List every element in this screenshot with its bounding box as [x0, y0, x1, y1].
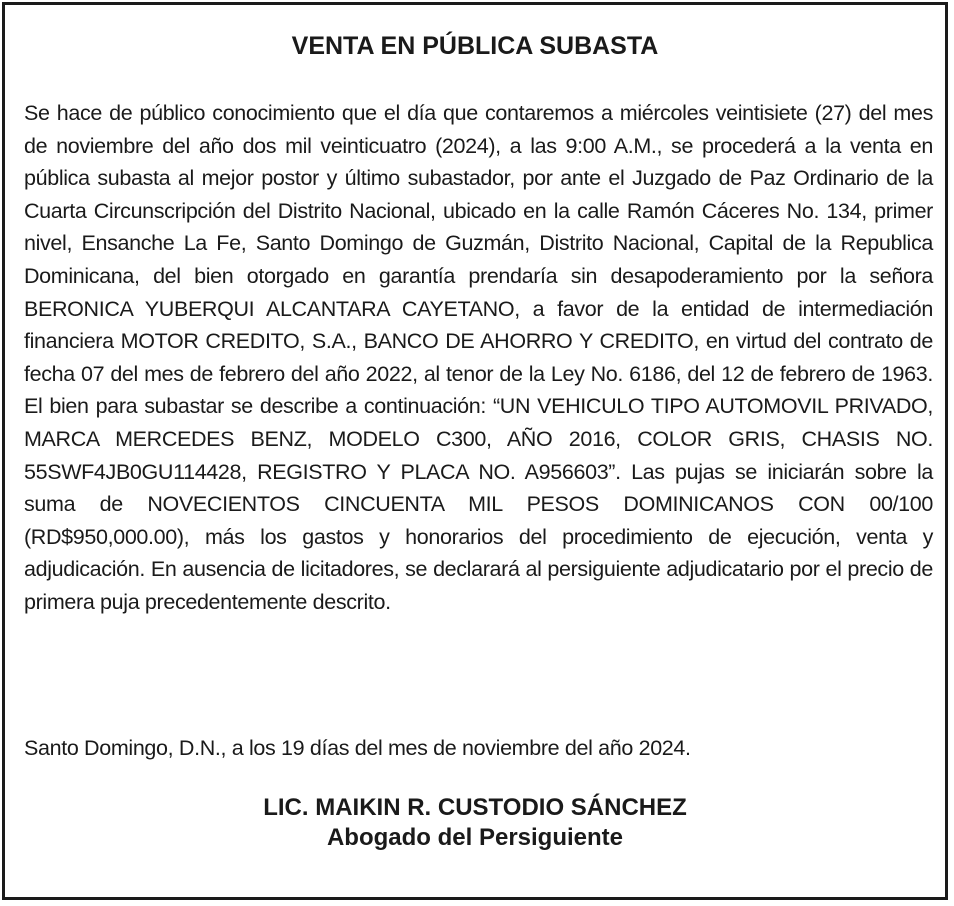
notice-title: VENTA EN PÚBLICA SUBASTA: [291, 32, 659, 60]
notice-date-line: Santo Domingo, D.N., a los 19 días del mes de noviembre del año 2024.: [24, 736, 691, 760]
notice-body: Se hace de público conocimiento que el día que contaremos a miércoles veintisiete (27) del mes de noviembre del año dos mil veinticuatro (2024), a las 9:00 A.M., se procederá a la venta en pública subasta al mejor postor y último subastador, por ante el Juzgado de Paz Ordinario de la Cuarta Circunscripción del Distrito Nacional, ubicado en la calle Ramón Cáceres No. 134, primer nivel, Ensanche La Fe, Santo Domingo de Guzmán, Distrito Nacional, Capital de la Republica Dominicana, del bien otorgado en garantía prendaría sin desapoderamiento por la señora BERONICA YUBERQUI ALCANTARA CAYETANO, a favor de la entidad de intermediación financiera MOTOR CREDITO, S.A., BANCO DE AHORRO Y CREDITO, en virtud del contrato de fecha 07 del mes de febrero del año 2022, al tenor de la Ley No. 6186, del 12 de febrero de 1963. El bien para subastar se describe a continuación: “UN VEHICULO TIPO AUTOMOVIL PRIVADO, MARCA MERCEDES BENZ, MODELO C300, AÑO 2016, COLOR GRIS, CHASIS NO. 55SWF4JB0GU114428, REGISTRO Y PLACA NO. A956603”. Las pujas se iniciarán sobre la suma de NOVECIENTOS CINCUENTA MIL PESOS DOMINICANOS CON 00/100 (RD$950,000.00), más los gastos y honorarios del procedimiento de ejecución, venta y adjudicación. En ausencia de licitadores, se declarará al persiguiente adjudicatario por el precio de primera puja precedentemente descrito.: [24, 101, 933, 614]
auction-notice: [2, 2, 948, 900]
signer-role: Abogado del Persiguiente: [326, 824, 624, 851]
signer-name: LIC. MAIKIN R. CUSTODIO SÁNCHEZ: [263, 794, 687, 821]
